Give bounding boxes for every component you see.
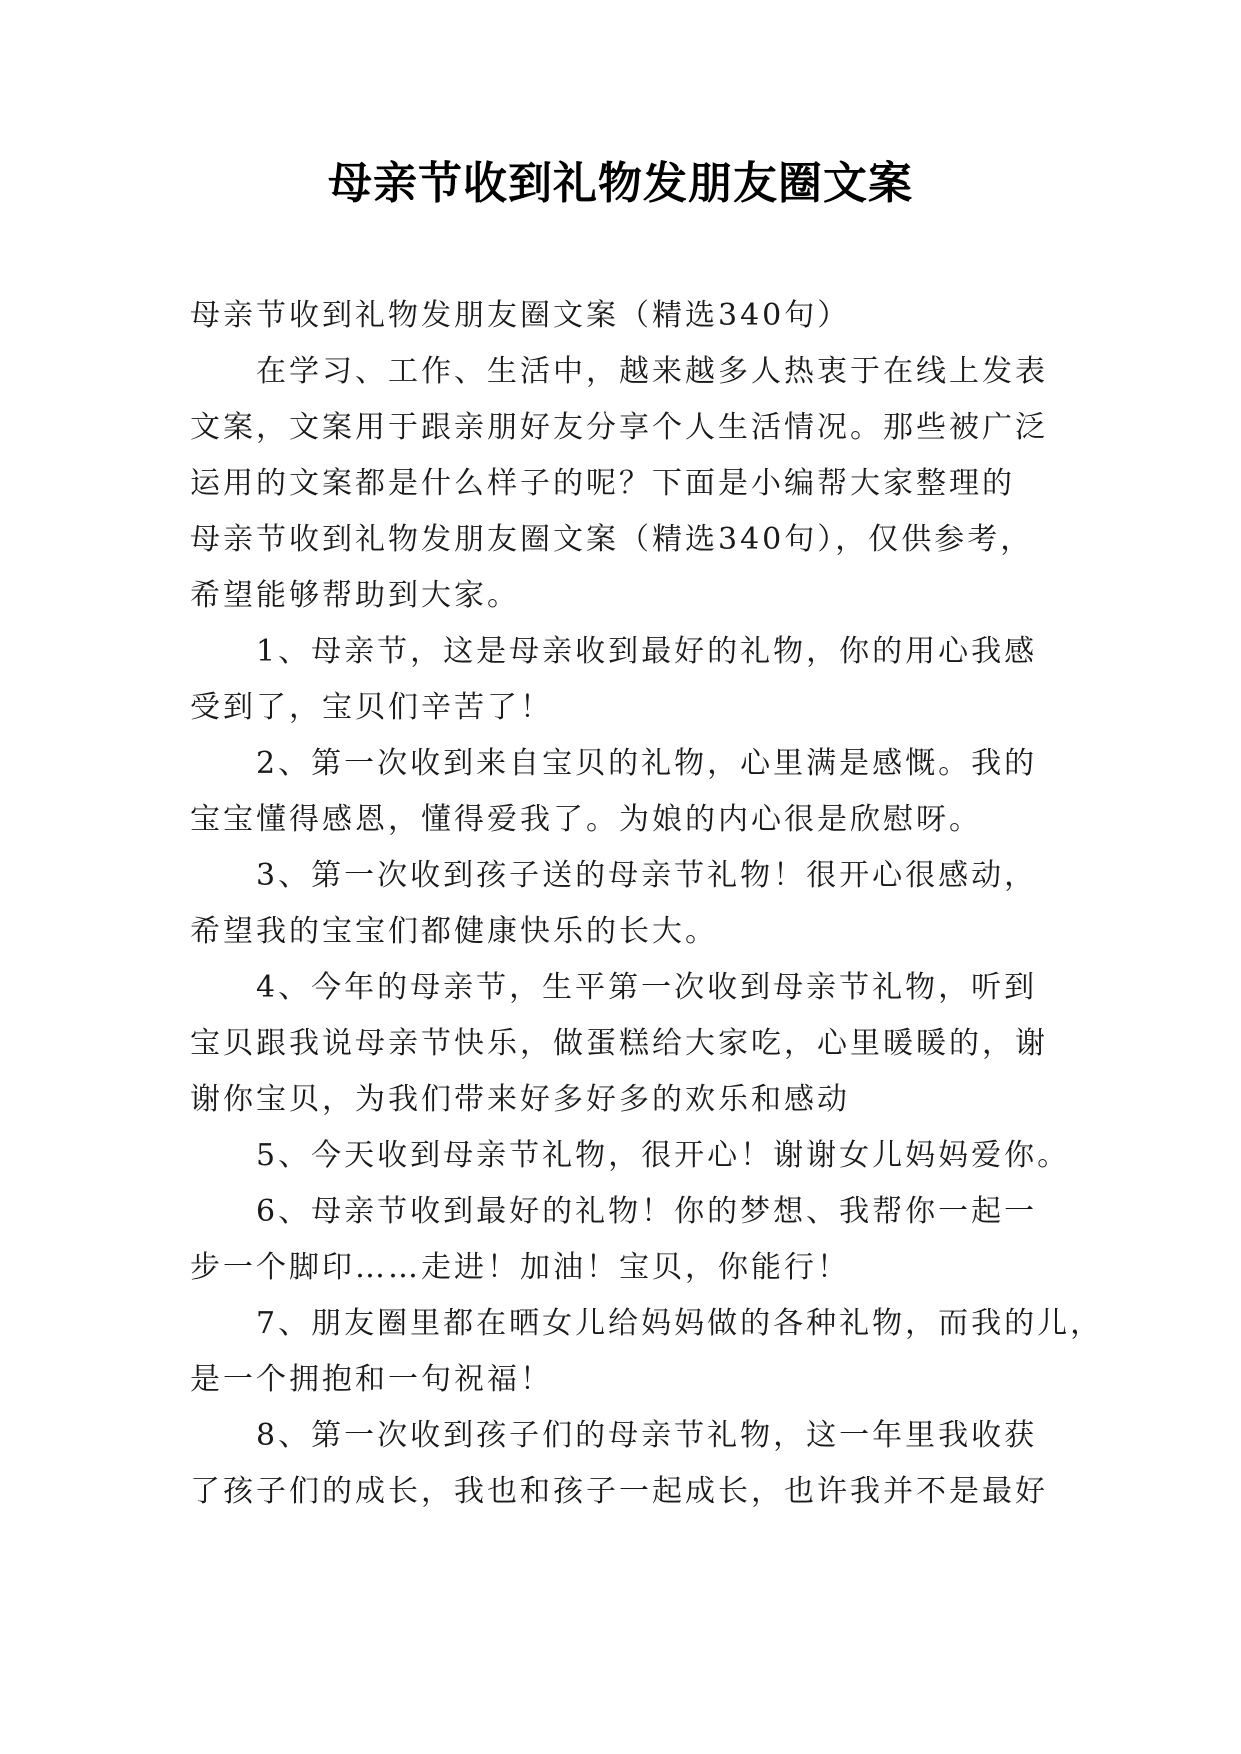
text-line: 受到了，宝贝们辛苦了！ [190, 690, 553, 725]
text-line: 4、今年的母亲节，生平第一次收到母亲节礼物，听到 [256, 970, 1038, 1005]
text-line: 母亲节收到礼物发朋友圈文案（精选340句），仅供参考， [190, 522, 1034, 557]
text-line: 步一个脚印……走进！加油！宝贝，你能行！ [190, 1250, 850, 1285]
text-line: 希望我的宝宝们都健康快乐的长大。 [190, 914, 718, 949]
text-line: 宝宝懂得感恩，懂得爱我了。为娘的内心很是欣慰呀。 [190, 802, 982, 837]
text-line: 1、母亲节，这是母亲收到最好的礼物，你的用心我感 [256, 634, 1038, 669]
text-line: 7、朋友圈里都在晒女儿给妈妈做的各种礼物，而我的儿， [256, 1306, 1104, 1341]
list-item-2 [190, 736, 1110, 848]
list-item-4 [190, 960, 1110, 1128]
list-item-5 [190, 1128, 1110, 1184]
text-line: 母亲节收到礼物发朋友圈文案（精选340句） [190, 298, 851, 333]
text-line: 宝贝跟我说母亲节快乐，做蛋糕给大家吃，心里暖暖的，谢 [190, 1026, 1048, 1061]
text-line: 了孩子们的成长，我也和孩子一起成长，也许我并不是最好 [190, 1474, 1048, 1509]
text-line: 文案，文案用于跟亲朋好友分享个人生活情况。那些被广泛 [190, 410, 1048, 445]
list-item-1 [190, 624, 1110, 736]
text-line: 谢你宝贝，为我们带来好多好多的欢乐和感动 [190, 1082, 850, 1117]
text-line: 8、第一次收到孩子们的母亲节礼物，这一年里我收获 [256, 1418, 1038, 1453]
document-title: 母亲节收到礼物发朋友圈文案 [328, 158, 913, 209]
text-line: 是一个拥抱和一句祝福！ [190, 1362, 553, 1397]
text-line: 希望能够帮助到大家。 [190, 578, 520, 613]
subtitle-paragraph [190, 288, 1110, 344]
list-item-3 [190, 848, 1110, 960]
text-line: 运用的文案都是什么样子的呢？下面是小编帮大家整理的 [190, 466, 1015, 501]
list-item-6 [190, 1184, 1110, 1296]
document-body [190, 288, 1110, 1520]
text-line: 在学习、工作、生活中，越来越多人热衷于在线上发表 [256, 354, 1048, 389]
text-line: 5、今天收到母亲节礼物，很开心！谢谢女儿妈妈爱你。 [256, 1138, 1071, 1173]
list-item-7 [190, 1296, 1110, 1408]
text-line: 6、母亲节收到最好的礼物！你的梦想、我帮你一起一 [256, 1194, 1038, 1229]
intro-paragraph [190, 344, 1110, 624]
text-line: 3、第一次收到孩子送的母亲节礼物！很开心很感动， [256, 858, 1038, 893]
text-line: 2、第一次收到来自宝贝的礼物，心里满是感慨。我的 [256, 746, 1038, 781]
list-item-8 [190, 1408, 1110, 1520]
